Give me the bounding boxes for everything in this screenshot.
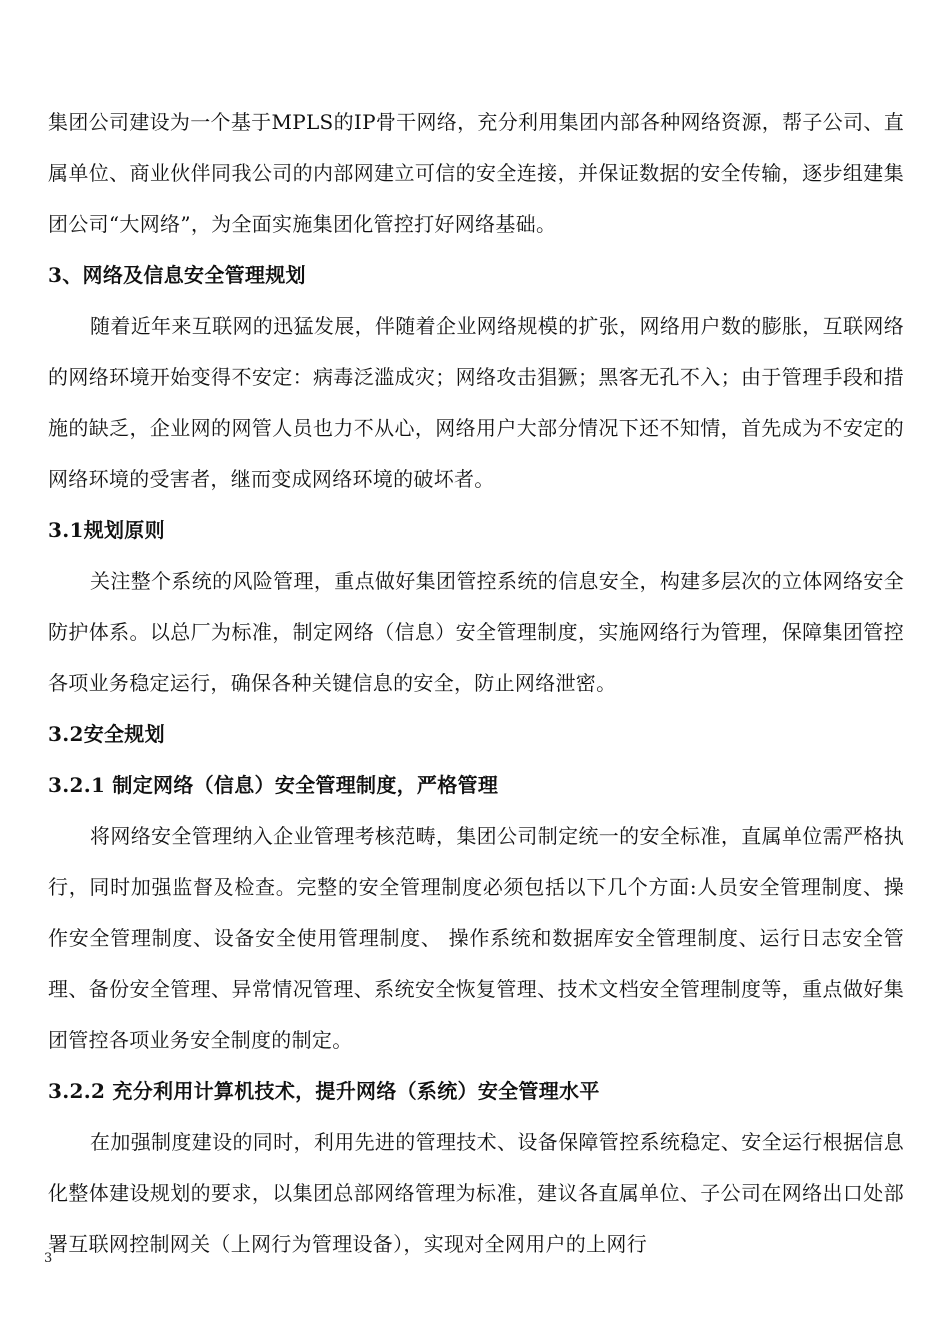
paragraph-risk-management: 关注整个系统的风险管理，重点做好集团管控系统的信息安全，构建多层次的立体网络安全防护体系。以总厂为标准，制定网络（信息）安全管理制度，实施网络行为管理，保障集团管控各项业务稳定运行，确保各种关键信息的安全，防止网络泄密。 (48, 569, 904, 695)
heading-management-rules: 3.2.1 制定网络（信息）安全管理制度，严格管理 (48, 773, 499, 797)
page-number: 3 (44, 1251, 53, 1266)
paragraph-internet-risks: 随着近年来互联网的迅猛发展，伴随着企业网络规模的扩张，网络用户数的膨胀，互联网络的网络环境开始变得不安定：病毒泛滥成灾；网络攻击猖獗；黑客无孔不入；由于管理手段和措施的缺乏，企业网的网管人员也力不从心，网络用户大部分情况下还不知情，首先成为不安定的网络环境的受害者，继而变成网络环境的破坏者。 (48, 314, 904, 491)
document-body (48, 97, 904, 1270)
paragraph-gateway-deployment: 在加强制度建设的同时，利用先进的管理技术、设备保障管控系统稳定、安全运行根据信息化整体建设规划的要求，以集团总部网络管理为标准，建议各直属单位、子公司在网络出口处部署互联网控制网关（上网行为管理设备），实现对全网用户的上网行 (48, 1130, 904, 1256)
paragraph-management-system: 将网络安全管理纳入企业管理考核范畴，集团公司制定统一的安全标准，直属单位需严格执行，同时加强监督及检查。完整的安全管理制度必须包括以下几个方面:人员安全管理制度、操作安全管理制度、设备安全使用管理制度、 操作系统和数据库安全管理制度、运行日志安全管理、备份安全管理、异常情况管理、系统安全恢复管理、技术文档安全管理制度等，重点做好集团管控各项业务安全制度的制定。 (48, 824, 904, 1052)
heading-security-planning: 3.2安全规划 (48, 722, 165, 746)
heading-technology-usage: 3.2.2 充分利用计算机技术，提升网络（系统）安全管理水平 (48, 1079, 600, 1103)
heading-security-plan: 3、网络及信息安全管理规划 (48, 263, 306, 287)
heading-planning-principles: 3.1规划原则 (48, 518, 165, 542)
paragraph-network-intro: 集团公司建设为一个基于MPLS的IP骨干网络，充分利用集团内部各种网络资源，帮子公司、直属单位、商业伙伴同我公司的内部网建立可信的安全连接，并保证数据的安全传输，逐步组建集团公司“大网络”，为全面实施集团化管控打好网络基础。 (48, 110, 904, 236)
